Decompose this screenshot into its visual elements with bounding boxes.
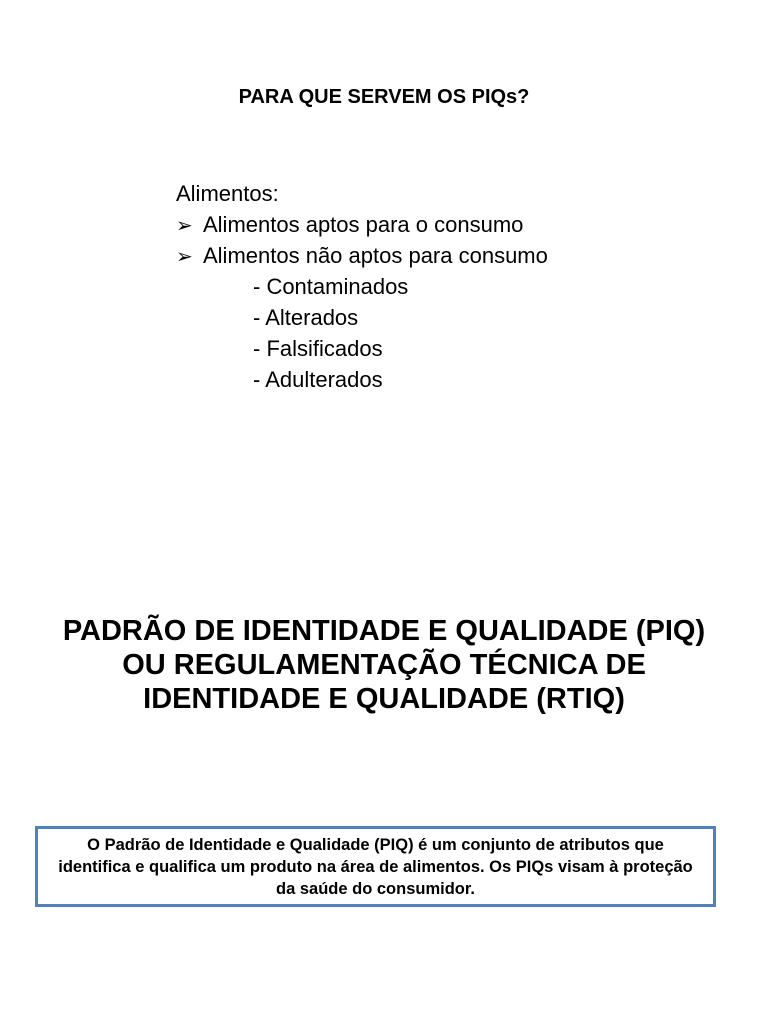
arrow-bullet-icon: ➢: [176, 215, 193, 237]
list-item-aptos: [176, 209, 548, 240]
subitem-alterados: - Alterados: [253, 305, 359, 330]
subitem-falsificados: - Falsificados: [253, 336, 383, 361]
page-heading: PARA QUE SERVEM OS PIQs?: [238, 86, 530, 108]
list-item-label: Alimentos não aptos para consumo: [203, 243, 548, 268]
list-item-nao-aptos: [176, 240, 548, 271]
main-title-line-3: IDENTIDADE E QUALIDADE (RTIQ): [143, 683, 625, 715]
subitem-contaminados: - Contaminados: [253, 274, 409, 299]
subitem-adulterados: - Adulterados: [253, 367, 383, 392]
food-list: [176, 178, 548, 395]
main-title-line-1: PADRÃO DE IDENTIDADE E QUALIDADE (PIQ): [62, 615, 706, 647]
definition-text: O Padrão de Identidade e Qualidade (PIQ) é um conjunto de atributos que identifica e qualifica um produto na área de alimentos. Os PIQs visam à proteção da saúde do consumidor.: [58, 835, 693, 898]
list-intro: Alimentos:: [176, 181, 279, 206]
list-item-label: Alimentos aptos para o consumo: [203, 212, 524, 237]
main-title-line-2: OU REGULAMENTAÇÃO TÉCNICA DE: [122, 649, 646, 681]
definition-box: [35, 826, 716, 907]
arrow-bullet-icon: ➢: [176, 246, 193, 268]
main-title: [0, 614, 768, 716]
